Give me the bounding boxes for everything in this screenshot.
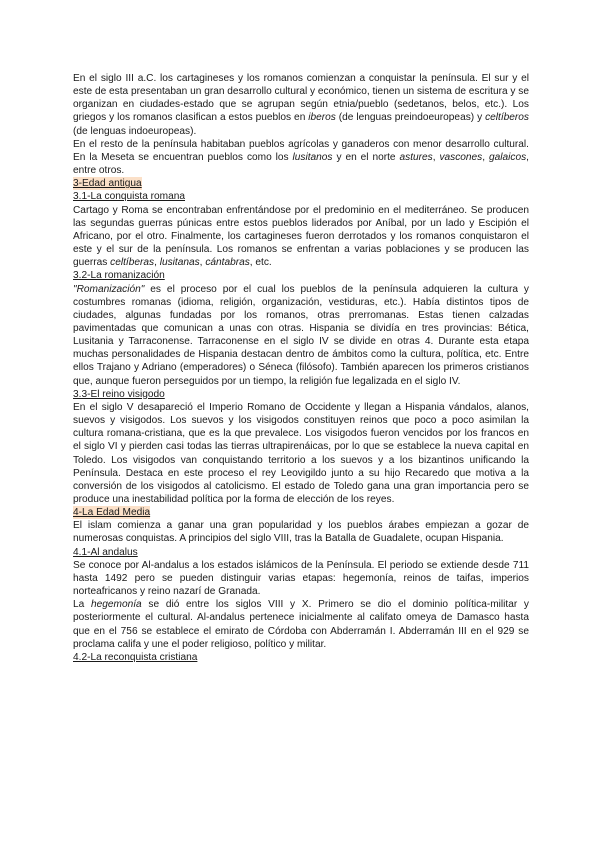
term-cantabras: cántabras	[205, 257, 250, 269]
text-run: En el siglo III a.C. los cartagineses y los romanos comienzan a conquistar la península. El sur y el este de esta presentaban un gran desarrollo cultural y económico, tienen un sistema de escritura y se organizan en ciudades-estado que se agrupan según etnia/pueblo (sedetanos, belos, etc.). Los griegos y los romanos clasifican a estos pueblos en	[73, 73, 529, 124]
intro-paragraph-1	[73, 72, 529, 138]
text-run: se dió entre los siglos VIII y X. Primero se dio el dominio política-militar y posteriormente el cultural. Al-andalus pertenece inicialmente al califato omeya de Damasco hasta que en el 756 se establece el emirato de Córdoba con Abderramán I. Abderramán III en el 929 se proclama califa y une el poder religioso, político y militar.	[73, 599, 529, 650]
heading-al-andalus: 4.1-Al andalus	[73, 546, 138, 558]
paragraph-conquista-romana	[73, 204, 529, 270]
text-run: , entre otros.	[73, 151, 529, 177]
term-lusitanos: lusitanos	[292, 151, 333, 163]
heading-romanizacion: 3.2-La romanización	[73, 270, 165, 282]
text-run: es el proceso por el cual los pueblos de la península adquieren la cultura y costumbres romanas (idioma, religión, organización, vestiduras, etc.). Había distintos tipos de ciudades, algunas fundadas por los romanos, otras prerromanas. Estas tienen calzadas pavimentadas que comunican a unas con otras. Hispania se dividía en tres provincias: Bética, Lusitania y Tarraconense. Tarraconense en el siglo IV se divide en otras 4. Durante esta etapa muchas personalidades de Hispania destacan dentro de ámbitos como la cultura, política, etc. Entre ellos Trajano y Adriano (emperadores) o Séneca (filósofo). También aparecen los primeros cristianos que, aunque fueron perseguidos por un tiempo, la religión fue legalizada en el siglo IV.	[73, 283, 529, 387]
intro-paragraph-2	[73, 138, 529, 177]
term-galaicos: galaicos	[489, 151, 527, 163]
text-run: ,	[432, 151, 440, 163]
paragraph-reino-visigodo: En el siglo V desapareció el Imperio Romano de Occidente y llegan a Hispania vándalos, alanos, suevos y visigodos. Los suevos y los visigodos constituyen reinos que poco a poco asimilan la cultura romana-cristiana, que es la que prevalece. Los visigodos fueron vencidos por los francos en el siglo VI y pierden casi todas las tierras ultrapirenáicas, por lo que se establece la nueva capital en Toledo. Los visigodos van conquistando territorio a los suevos y a los bizantinos unificando la Península. Destaca en este proceso el rey Leovigildo junto a su hijo Recaredo que motiva a la conversión de los visigodos al catolicismo. El estado de Toledo gana una gran importancia pero se produce una inestabilidad política por la forma de elección de los reyes.	[73, 401, 529, 505]
term-vascones: vascones	[439, 151, 483, 163]
heading-conquista-romana: 3.1-La conquista romana	[73, 191, 186, 203]
term-lusitanas: lusitanas	[159, 257, 200, 269]
term-iberos: iberos	[308, 112, 336, 124]
document-page	[73, 72, 529, 664]
text-run: La	[73, 599, 91, 611]
heading-edad-antigua: 3-Edad antigua	[73, 178, 142, 190]
term-hegemonia: hegemonía	[91, 599, 142, 611]
term-celtiberas: celtíberas	[110, 257, 155, 269]
text-run: y en el norte	[332, 151, 400, 163]
text-run: ,	[154, 257, 160, 269]
paragraph-edad-media: El islam comienza a ganar una gran popularidad y los pueblos árabes empiezan a gozar de numerosas conquistas. A principios del siglo VIII, tras la Batalla de Guadalete, ocupan Hispania.	[73, 520, 529, 545]
text-run: ,	[482, 151, 490, 163]
heading-reino-visigodo: 3.3-El reino visigodo	[73, 388, 165, 400]
paragraph-al-andalus: Se conoce por Al-andalus a los estados islámicos de la Península. El periodo se extiende desde 711 hasta 1492 pero se pueden distinguir varias etapas: hegemonía, reinos de taifas, imperios norteafricanos y reino nazarí de Granada.	[73, 559, 529, 598]
text-run: En el resto de la península habitaban pueblos agrícolas y ganaderos con menor desarrollo cultural. En la Meseta se encuentran pueblos como los	[73, 138, 529, 163]
heading-edad-media: 4-La Edad Media	[73, 507, 151, 519]
term-astures: astures	[399, 151, 433, 163]
text-run: (de lenguas preindoeuropeas) y	[335, 112, 486, 124]
heading-reconquista: 4.2-La reconquista cristiana	[73, 651, 198, 663]
text-run: ,	[199, 257, 206, 269]
text-run: , etc.	[249, 257, 272, 269]
term-romanizacion: "Romanización"	[73, 283, 145, 295]
term-celtiberos: celtíberos	[485, 112, 529, 124]
text-run: Cartago y Roma se encontraban enfrentándose por el predominio en el mediterráneo. Se producen las segundas guerras púnicas entre estos pueblos liderados por Aníbal, por un lado y Escipión el Africano, por el otro. Finalmente, los cartagineses fueron derrotados y los romanos conquistaron el este y el sur de la península. Los romanos se enfrentan a varias poblaciones y se producen las guerras	[73, 204, 529, 269]
text-run: (de lenguas indoeuropeas).	[73, 125, 197, 137]
paragraph-hegemonia	[73, 598, 529, 651]
paragraph-romanizacion	[73, 283, 529, 388]
